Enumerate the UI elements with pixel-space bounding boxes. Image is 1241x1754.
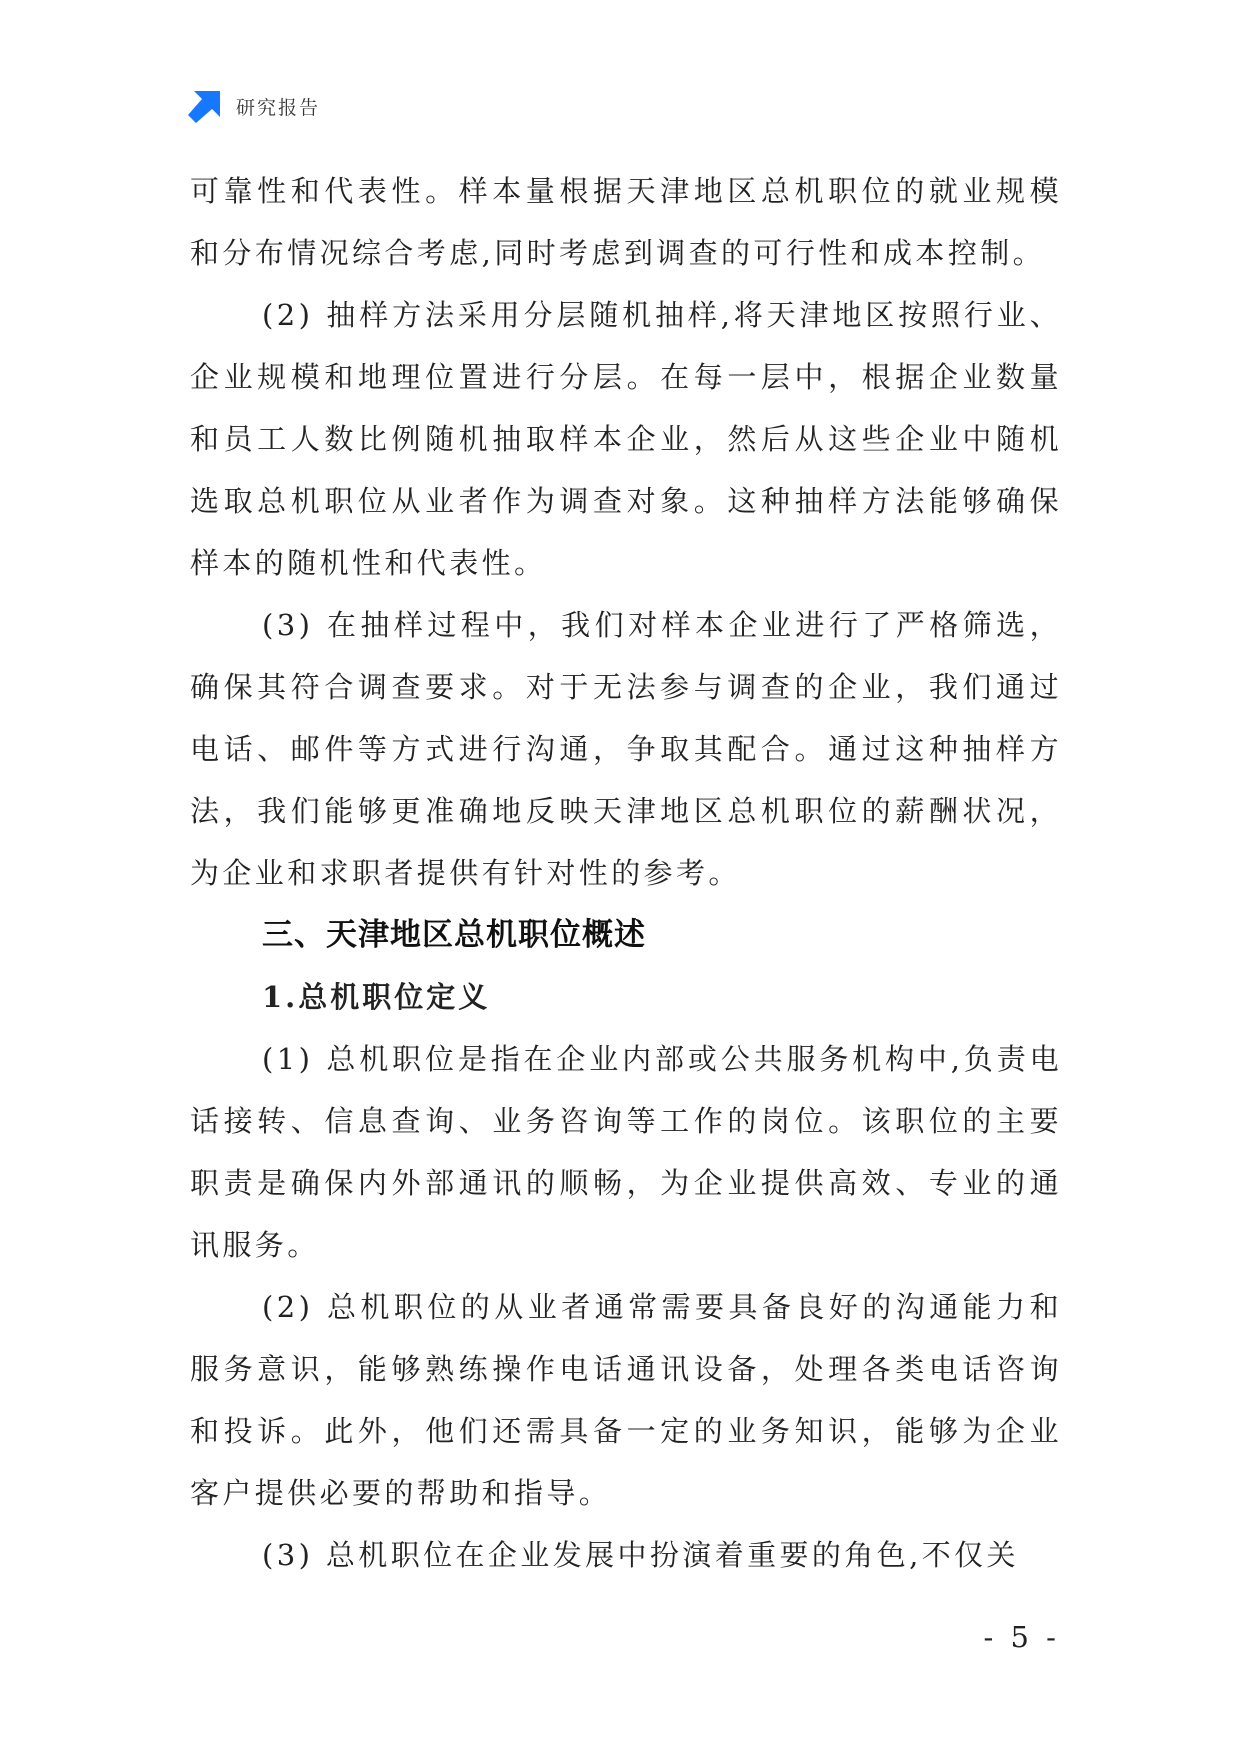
page-header xyxy=(188,88,320,124)
page-number: - 5 - xyxy=(983,1620,1060,1654)
paragraph-definition-2: (2) 总机职位的从业者通常需要具备良好的沟通能力和服务意识，能够熟练操作电话通讯设备，处理各类电话咨询和投诉。此外，他们还需具备一定的业务知识，能够为企业客户提供必要的帮助和指导。 xyxy=(190,1290,1062,1510)
subsection-heading: 1.总机职位定义 xyxy=(262,980,491,1014)
paragraph-sampling-process: (3) 在抽样过程中，我们对样本企业进行了严格筛选，确保其符合调查要求。对于无法参与调查的企业，我们通过电话、邮件等方式进行沟通，争取其配合。通过这种抽样方法，我们能够更准确地反映天津地区总机职位的薪酬状况，为企业和求职者提供有针对性的参考。 xyxy=(190,608,1062,890)
paragraph-definition-1: (1) 总机职位是指在企业内部或公共服务机构中,负责电话接转、信息查询、业务咨询等工作的岗位。该职位的主要职责是确保内外部通讯的顺畅，为企业提供高效、专业的通讯服务。 xyxy=(190,1042,1062,1262)
paragraph-sampling-method: (2) 抽样方法采用分层随机抽样,将天津地区按照行业、企业规模和地理位置进行分层。在每一层中，根据企业数量和员工人数比例随机抽取样本企业，然后从这些企业中随机选取总机职位从业者作为调查对象。这种抽样方法能够确保样本的随机性和代表性。 xyxy=(190,298,1062,580)
arrow-up-right-icon xyxy=(188,89,222,123)
paragraph-definition-3: (3) 总机职位在企业发展中扮演着重要的角色,不仅关 xyxy=(262,1538,1019,1572)
header-title: 研究报告 xyxy=(236,96,321,119)
section-heading: 三、天津地区总机职位概述 xyxy=(262,917,646,953)
document-body xyxy=(190,160,1062,1586)
paragraph-continuation: 可靠性和代表性。样本量根据天津地区总机职位的就业规模和分布情况综合考虑,同时考虑到调查的可行性和成本控制。 xyxy=(190,174,1062,270)
